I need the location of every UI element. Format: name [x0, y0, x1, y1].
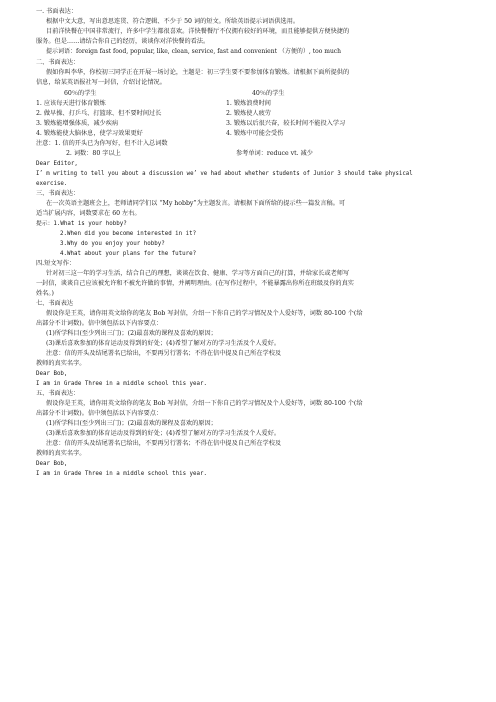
- prompt-line: 3.Why do you enjoy your hobby?: [60, 241, 165, 247]
- table-cell: 1. 锻炼浪费时间: [226, 100, 271, 107]
- paragraph-line: 出部分不计词数)。信中须包括以下内容要点：: [36, 410, 163, 417]
- table-cell: 2. 做早操、打乒乓、打篮球、但不要时间过长: [36, 110, 162, 117]
- paragraph-line: (3)课后喜欢参加的体育运动及得到的好处；(4)希望了解对方的学习生活及个人爱好。: [46, 430, 281, 437]
- letter-salutation: Dear Bob,: [36, 461, 68, 467]
- paragraph-line: (3)课后喜欢参加的体育运动及得到的好处；(4)希望了解对方的学习生活及个人爱好。: [46, 340, 281, 347]
- paragraph-line: 信息，给某英语报社写一封信，介绍讨论情况。: [36, 79, 166, 86]
- letter-salutation: Dear Editor,: [36, 161, 78, 167]
- paragraph-line: 姓名。): [36, 290, 54, 297]
- section-heading: 三、书面表达：: [36, 190, 80, 197]
- paragraph-line: 适当扩展内容，词数要求在 60 左右。: [36, 210, 141, 217]
- section-heading: 五、书面表达：: [36, 390, 80, 397]
- letter-salutation: Dear Bob,: [36, 371, 68, 377]
- table-cell: 3. 锻炼以后很兴奋，较长时间不能投入学习: [226, 120, 346, 127]
- table-cell: 4. 锻炼中可能会受伤: [226, 130, 284, 137]
- paragraph-line: 在一次英语主题班会上，老师请同学们以 “My hobby”为主题发言。请根据下面所给的提示些一篇发言稿。可: [46, 200, 346, 207]
- letter-line: I’ m writing to tell you about a discussion we’ ve had about whether students of Junior 3 should take physical: [36, 171, 413, 177]
- table-header-right: 40％的学生: [252, 90, 285, 97]
- section-heading: 四.短文写作：: [36, 260, 76, 267]
- note-line: 注意：1. 信的开头已为你写好，但不计入总词数: [36, 140, 168, 147]
- paragraph-line: 假如你叫李华，你校初三同学正在开展一场讨论，主题是：初三学生要不要参加体育锻炼。请根据下面所提供的: [46, 69, 350, 76]
- prompt-line: 提示：1.What is your hobby?: [36, 221, 127, 227]
- section-heading: 七、书面表达: [36, 300, 74, 307]
- paragraph-line: 出部分不计词数)。信中须包括以下内容要点：: [36, 320, 163, 327]
- paragraph-line: 假设你是王英，请你用英文给你的笔友 Bob 写封信，介绍一下你自己的学习情况及个人爱好等，词数 80-100 个(给: [46, 310, 363, 317]
- paragraph-line: 假设你是王英，请你用英文给你的笔友 Bob 写封信，介绍一下你自己的学习情况及个人爱好等，词数 80-100 个(给: [46, 400, 363, 407]
- prompt-line: 2.When did you become interested in it?: [60, 231, 197, 237]
- reference-word-note: 参考单词：reduce vt. 减少: [236, 150, 313, 157]
- hint-words-line: 提示词语：foreign fast food, popular, like, clean, service, fast and convenient （方便的）, too much: [46, 48, 342, 55]
- table-cell: 4. 锻炼能使大脑休息，使学习效果更好: [36, 130, 143, 137]
- word-count-note: 2. 词数：80 字以上: [66, 150, 121, 157]
- paragraph-line: 教师的真实名字。: [36, 450, 86, 457]
- paragraph-line: 注意：信的开头及结尾署名已给出，不要再另行署名；不得在信中提及自己所在学校及: [46, 440, 282, 447]
- prompt-line: 4.What about your plans for the future?: [60, 251, 197, 257]
- section-heading: 一. 书面表达：: [36, 8, 78, 15]
- table-cell: 1. 应该每天进行体育锻炼: [36, 100, 106, 107]
- letter-line: exercise.: [36, 181, 68, 187]
- paragraph-line: 教师的真实名字。: [36, 360, 86, 367]
- paragraph-line: (1)所学科目(至少列出三门)；(2)最喜欢的课程及喜欢的原因；: [46, 420, 217, 427]
- section-heading: 二、书面表达：: [36, 59, 80, 66]
- table-cell: 2. 锻炼使人疲劳: [226, 110, 271, 117]
- paragraph-line: 根据中文大意，写出意思连贯、符合逻辑、不少于 50 词的短文。所给英语提示词语供选用。: [46, 18, 300, 25]
- paragraph-line: 服务。但是……请结合你自己的经历，谈谈你对洋快餐的看法。: [36, 38, 210, 45]
- table-header-left: 60％的学生: [64, 90, 97, 97]
- paragraph-line: 注意：信的开头及结尾署名已给出，不要再另行署名；不得在信中提及自己所在学校及: [46, 350, 282, 357]
- paragraph-line: (1)所学科目(至少列出三门)；(2)最喜欢的课程及喜欢的原因；: [46, 330, 217, 337]
- paragraph-line: 针对初三这一年的学习生活，结合自己的理想，谈谈在饮食、健康、学习等方面自己的打算，并给家长或老师写: [46, 270, 350, 277]
- paragraph-line: 目前洋快餐在中国非常流行，许多中学生都很喜欢。洋快餐餐厅不仅拥有较好的环境，而且能够提供方便快捷的: [46, 28, 350, 35]
- paragraph-line: 一封信，谈谈自己应该被允许和不被允许做的事情，并阐明理由。(在写作过程中，不能暴露出你所在班级及你的真实: [36, 280, 354, 287]
- table-cell: 3. 锻炼能增强体质，减少疾病: [36, 120, 119, 127]
- letter-line: I am in Grade Three in a middle school this year.: [36, 381, 208, 387]
- letter-line: I am in Grade Three in a middle school this year.: [36, 471, 208, 477]
